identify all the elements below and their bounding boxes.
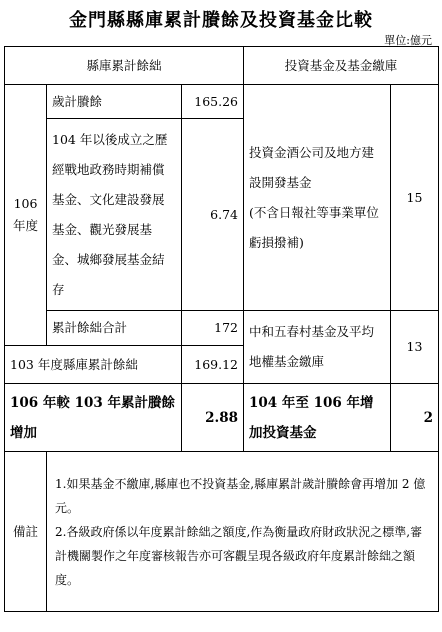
diff-label: 106 年較 103 年累計賸餘增加 bbox=[5, 384, 182, 452]
surplus-value: 165.26 bbox=[182, 85, 244, 119]
prev-label: 103 年度縣庫累計餘絀 bbox=[5, 346, 182, 384]
notes-label: 備註 bbox=[5, 452, 47, 612]
investment-label: 投資金酒公司及地方建設開發基金 bbox=[249, 144, 375, 190]
prev-value: 169.12 bbox=[182, 346, 244, 384]
note-item-2: 2.各級政府係以年度累計餘絀之額度,作為衡量政府財政狀況之標準,審計機關製作之年度審核報告亦可客觀呈現各級政府年度累計餘絀之額度。 bbox=[55, 524, 423, 587]
investment-value: 15 bbox=[391, 85, 439, 311]
investment-label-cell bbox=[244, 85, 391, 311]
unit-label: 單位:億元 bbox=[384, 34, 432, 47]
investment-note: (不含日報社等事業單位虧損撥補) bbox=[249, 204, 379, 250]
cumulative-label: 累計餘絀合計 bbox=[47, 311, 182, 346]
compensation-label: 104 年以後成立之歷經戰地政務時期補償基金、文化建設發展基金、觀光發展基金、城鄉發展基金結存 bbox=[47, 119, 182, 311]
header-left: 縣庫累計餘絀 bbox=[5, 47, 244, 85]
diff-value: 2.88 bbox=[182, 384, 244, 452]
cumulative-value: 172 bbox=[182, 311, 244, 346]
year-suffix: 年度 bbox=[12, 218, 38, 233]
note-item-1: 1.如果基金不繳庫,縣庫也不投資基金,縣庫累計歲計賸餘會再增加 2 億元。 bbox=[55, 476, 426, 515]
invest-increase-label: 104 年至 106 年增加投資基金 bbox=[244, 384, 391, 452]
header-right: 投資基金及基金繳庫 bbox=[244, 47, 439, 85]
invest-increase-value: 2 bbox=[391, 384, 439, 452]
year-number: 106 bbox=[13, 196, 38, 211]
compensation-value: 6.74 bbox=[182, 119, 244, 311]
fund-label: 中和五春村基金及平均地權基金繳庫 bbox=[244, 311, 391, 384]
comparison-table bbox=[4, 46, 439, 612]
page-title: 金門縣縣庫累計賸餘及投資基金比較 bbox=[69, 10, 373, 31]
fund-value: 13 bbox=[391, 311, 439, 384]
surplus-label: 歲計賸餘 bbox=[47, 85, 182, 119]
year-cell bbox=[5, 85, 47, 346]
notes-content bbox=[47, 452, 439, 612]
